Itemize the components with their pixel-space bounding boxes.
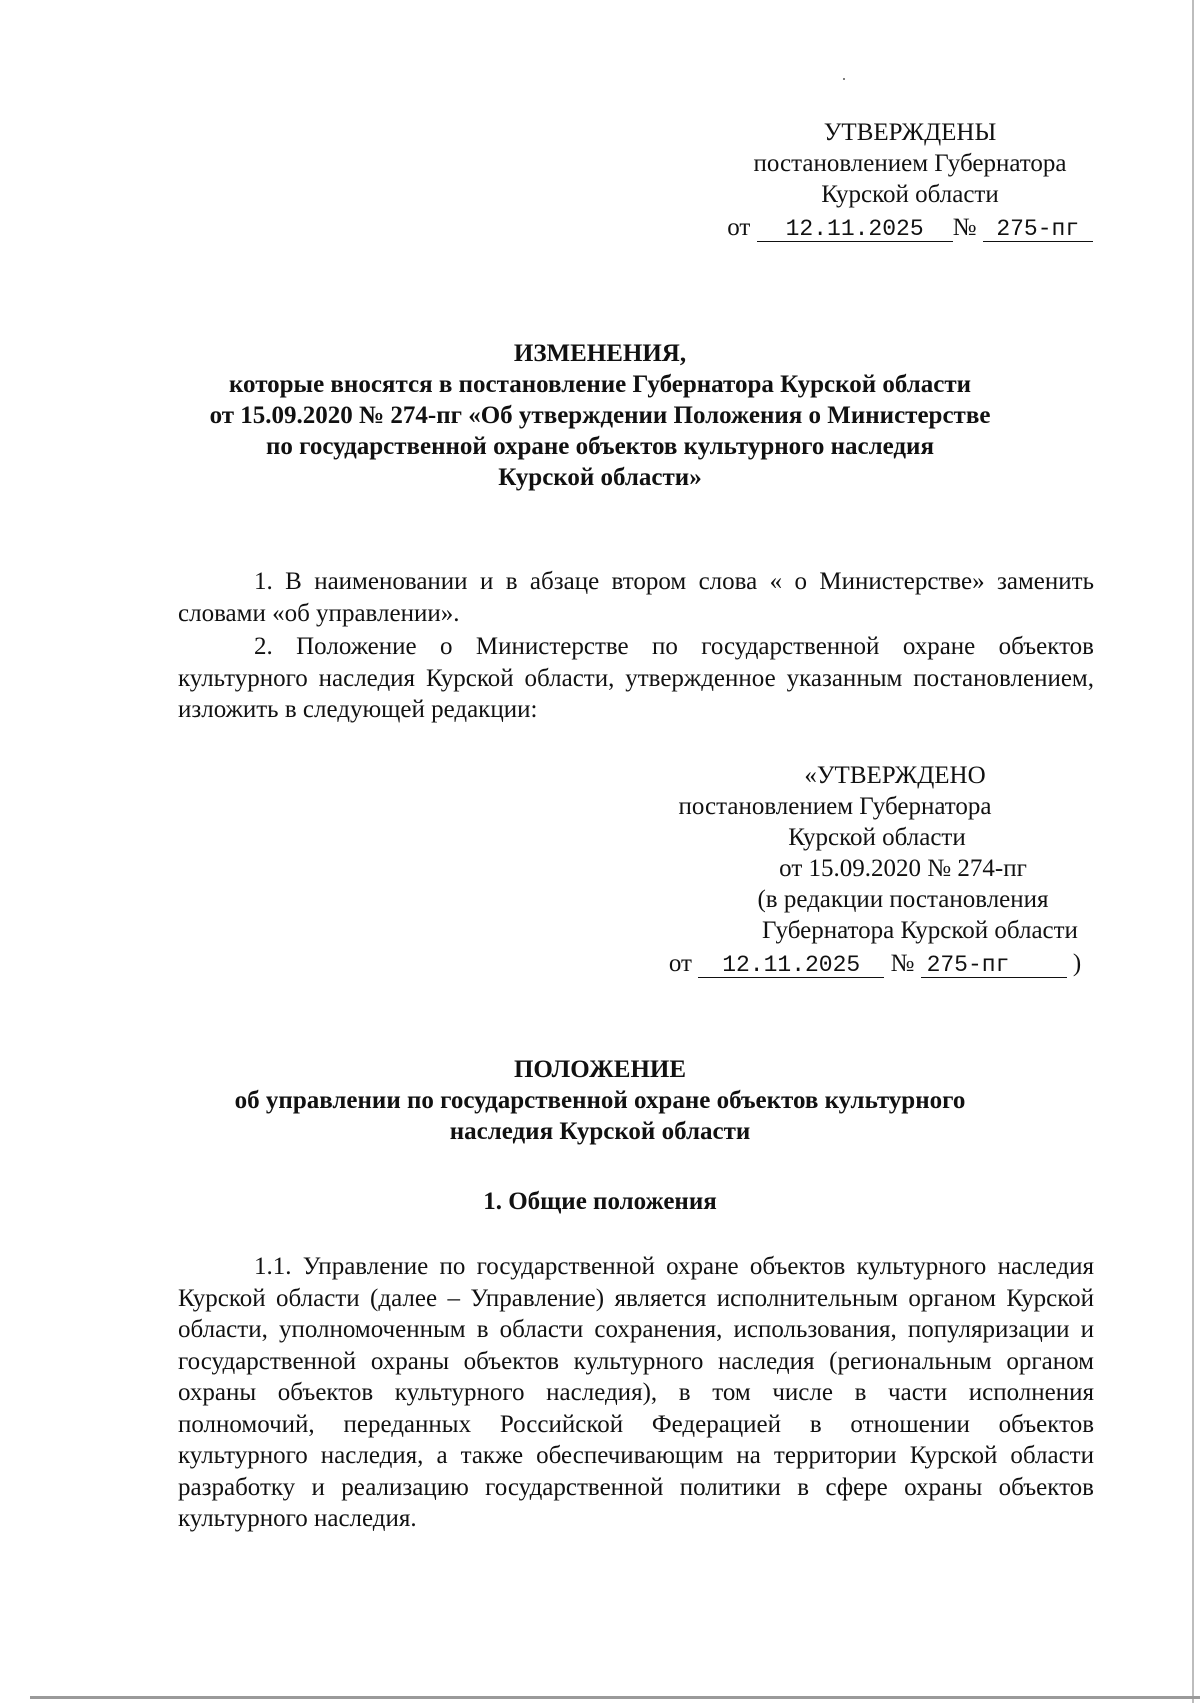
regulation-title [120, 1054, 1080, 1147]
inner-approval-number: 275-пг [921, 953, 1067, 978]
regulation-heading: ПОЛОЖЕНИЕ [513, 1056, 687, 1083]
inner-approval-original: от 15.09.2020 № 274-пг [779, 855, 1027, 882]
approval-from-label: от [727, 214, 751, 241]
approval-block [725, 117, 1095, 243]
paragraph-1 [178, 566, 1094, 629]
paragraph-2 [178, 631, 1094, 726]
inner-approval-number-label: № [890, 950, 915, 977]
approval-date: 12.11.2025 [757, 217, 953, 242]
approval-number: 275-пг [983, 217, 1093, 242]
changes-line-2: от 15.09.2020 № 274-пг «Об утверждении Положения о Министерстве [209, 402, 991, 429]
inner-approval-authority: постановлением Губернатора [678, 793, 992, 820]
approval-title: УТВЕРЖДЕНЫ [823, 119, 997, 146]
inner-approval-block [650, 760, 1090, 979]
regulation-line-2: наследия Курской области [449, 1118, 751, 1145]
inner-approval-title: «УТВЕРЖДЕНО [804, 762, 986, 789]
approval-number-label: № [952, 214, 977, 241]
regulation-line-1: об управлении по государственной охране объектов культурного [234, 1087, 966, 1114]
paragraph-2-text: 2. Положение о Министерстве по государственной охране объектов культурного наследия Курской области, утвержденное указанным постановлением, изложить в следующей редакции: [178, 633, 1094, 723]
paragraph-1-1 [178, 1251, 1094, 1535]
approval-date-line [725, 212, 1095, 243]
changes-title [120, 338, 1080, 493]
inner-approval-closing: ) [1072, 950, 1082, 977]
paragraph-1-1-text: 1.1. Управление по государственной охране объектов культурного наследия Курской области (далее – Управление) является исполнительным органом Курской области, уполномоченным в области сохранения, использования, популяризации и государственной охраны объектов культурного наследия (региональным органом охраны объектов культурного наследия), в том числе в части исполнения полномочий, переданных Российской Федерацией в отношении объектов культурного наследия, а также обеспечивающим на территории Курской области разработку и реализацию государственной политики в сфере охраны объектов культурного наследия. [178, 1253, 1094, 1532]
approval-region: Курской области [821, 181, 999, 208]
inner-approval-date: 12.11.2025 [698, 953, 884, 978]
changes-heading: ИЗМЕНЕНИЯ, [513, 340, 687, 367]
inner-approval-date-line [650, 948, 1090, 979]
section-heading [120, 1186, 1080, 1217]
paragraph-1-text: 1. В наименовании и в абзаце втором слова « о Министерстве» заменить словами «об управлении». [178, 568, 1094, 627]
section-heading-text: 1. Общие положения [483, 1188, 717, 1215]
approval-authority: постановлением Губернатора [753, 150, 1067, 177]
inner-approval-governor: Губернатора Курской области [762, 917, 1078, 944]
changes-line-3: по государственной охране объектов культурного наследия [266, 433, 934, 460]
scan-edge-right [1192, 0, 1194, 1703]
inner-approval-revision: (в редакции постановления [757, 886, 1049, 913]
changes-line-1: которые вносятся в постановление Губернатора Курской области [228, 371, 972, 398]
inner-approval-region: Курской области [788, 824, 966, 851]
scan-speck [843, 78, 845, 80]
scan-edge-bottom [30, 1696, 1200, 1699]
changes-line-4: Курской области» [498, 464, 702, 491]
inner-approval-from-label: от [668, 950, 692, 977]
